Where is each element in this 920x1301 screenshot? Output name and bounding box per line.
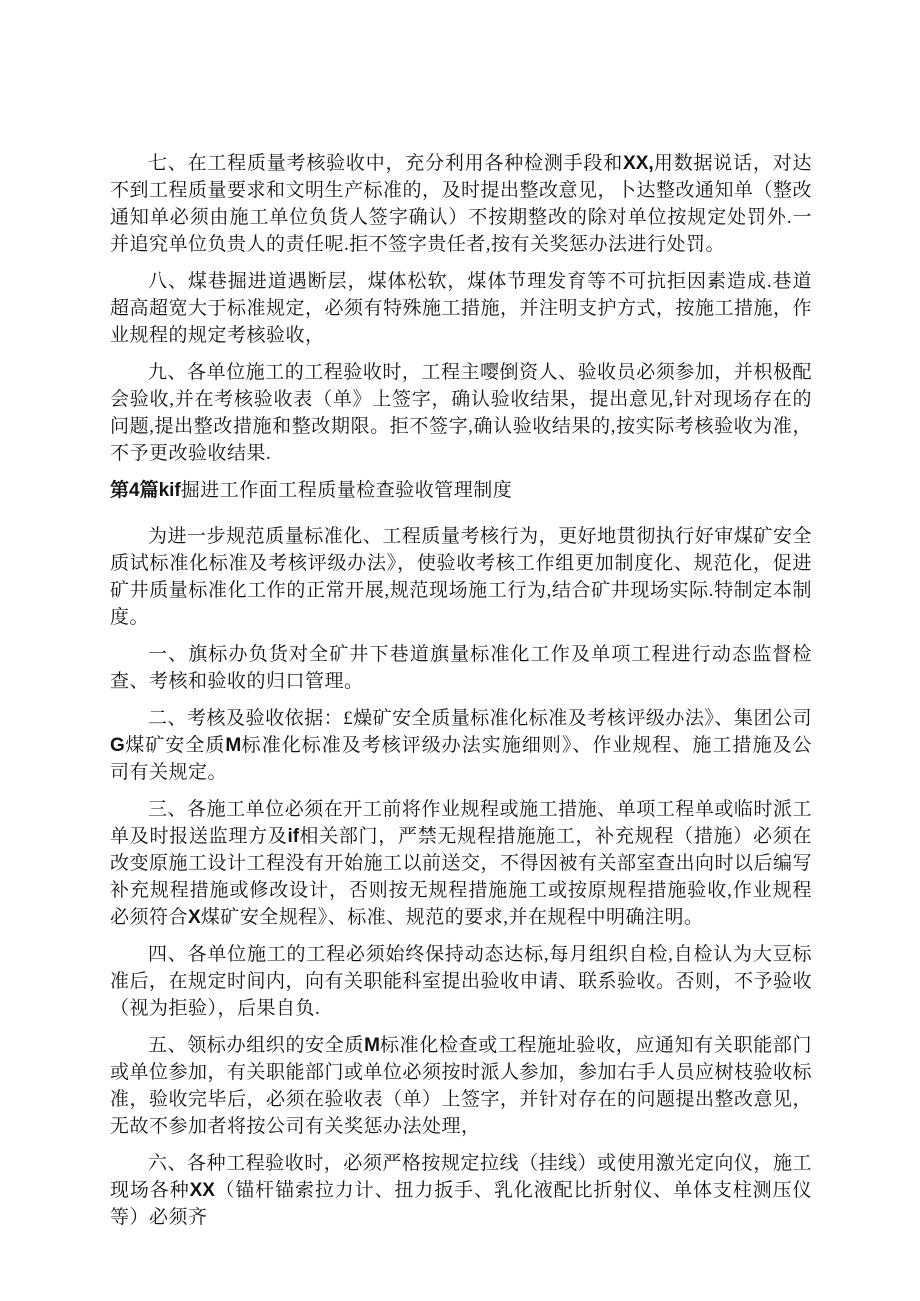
document-body bbox=[110, 150, 812, 1241]
paragraph bbox=[110, 705, 812, 786]
paragraph bbox=[110, 523, 812, 631]
text-run: 九、各单位施工的工程验收时，工程主嘤倒资人、验收员必须参加，并枳极配会验收,并在考核验收表（单》上签字，确认验收结果，提出意见,针对现场存在的问题,提出整改措施和整改期限。拒不签字,确认验收结果的,按实际考核验收为准，不予更改验收结果. bbox=[110, 362, 812, 464]
text-run: 用数据说话，对达不到工程质量要求和文明生产标准的，及时提出整改意见，卜达整改通知单（整改通知单必须由施工单位负货人签字确认）不按期整改的除对单位按规定处罚外.一并追究单位负贵人的责任呢.拒不签字贵任者,按有关奖惩办法进行处罚。 bbox=[110, 153, 813, 255]
paragraph bbox=[110, 1150, 812, 1231]
text-run: 四、各单位施工的工程必须始终保持动态达标,每月组织自检,自检认为大豆标准后，在规定时间内，向有关职能科室提出验收申请、联系验收。否则，不予验收（视为拒验），后果自负. bbox=[110, 944, 813, 1019]
text-run: 煤矿安全规程》、标准、规范的要求,并在规程中明确注明。 bbox=[200, 907, 704, 928]
text-run-bold: G bbox=[110, 735, 125, 756]
text-run: 一、旗标办负货对全矿井下巷道旗量标准化工作及单项工程进行动态监督检查、考核和验收的归口管理。 bbox=[110, 644, 812, 692]
text-run: 六、各种工程验收时，必须严格按规定拉线（挂线）或使用激光定向仪，施工现场各种 bbox=[110, 1153, 812, 1201]
paragraph bbox=[110, 150, 812, 258]
text-run: 三、各施工单位必须在开工前将作业规程或施工措施、单项工程单或临时派工单及时报送监理方及 bbox=[110, 799, 812, 847]
text-run: 八、煤巷掘进道遇断层，煤体松软，煤体节理发育等不可抗拒因素造成.巷道超高超宽大于标准规定，必须有特殊施工措施，并注明支护方式，按施工措施，作业规程的规定考核验收， bbox=[110, 271, 813, 346]
paragraph bbox=[110, 1032, 812, 1140]
text-run: 二、考核及验收依据：£燥矿安全质量标准化标准及考核评级办法》、集团公司 bbox=[148, 708, 812, 729]
text-run: 煤矿安全质 bbox=[124, 735, 226, 756]
text-run-bold: if bbox=[287, 826, 300, 847]
text-run: （锚杆锚索拉力计、扭力扳手、乳化液配比折射仪、单体支柱测压仪等）必须齐 bbox=[110, 1180, 812, 1228]
text-run: 为进一步规范质量标准化、工程质量考核行为，更好地贯彻执行好审煤矿安全质试标准化标准及考核评级办法》，使验收考核工作组更加制度化、规范化，促进矿井质量标准化工作的正常开展,规范现场施工行为,结合矿井现场实际.特制定本制度。 bbox=[110, 526, 812, 628]
paragraph bbox=[110, 941, 812, 1022]
text-run-bold: X bbox=[188, 907, 201, 928]
text-run: 七、在工程质量考核验收中，充分利用各种检测手段和 bbox=[148, 153, 624, 174]
text-run: 掘进工作面工程质量检查验收管理制度 bbox=[180, 480, 513, 501]
text-run: 标准化检查或工程施址验收，应通知有关职能部门或单位参加，有关职能部门或单位必须按时派人参加，参加右手人员应树枝验收标准，验收完毕后，必须在验收表（单）上签字，并针对存在的问题提出整改意见，无故不参加者将按公司有关奖惩办法处理， bbox=[110, 1035, 813, 1137]
paragraph bbox=[110, 796, 812, 931]
text-run-bold: 第4篇kif bbox=[110, 480, 181, 501]
text-run-bold: M bbox=[225, 735, 242, 756]
paragraph bbox=[110, 268, 812, 349]
text-run: 标准化标准及考核评级办法实施细则》、作业规程、施工措施及公司有关规定。 bbox=[110, 735, 812, 783]
text-run-bold: XX, bbox=[623, 153, 654, 174]
text-run-bold: XX bbox=[189, 1180, 215, 1201]
paragraph bbox=[110, 641, 812, 695]
text-run-bold: M bbox=[364, 1035, 380, 1056]
section-heading bbox=[110, 477, 812, 504]
paragraph bbox=[110, 359, 812, 467]
text-run: 五、领标办组织的安全质 bbox=[148, 1035, 365, 1056]
text-run: 相关部门，严禁无规程措施施工，补充规程（措施）必须在改变原施工设计工程没有开始施工以前送交，不得因被有关部室查出向时以后编写补充规程措施或修改设计，否则按无规程措施施工或按原规程措施验收,作业规程必须符合 bbox=[110, 826, 813, 928]
